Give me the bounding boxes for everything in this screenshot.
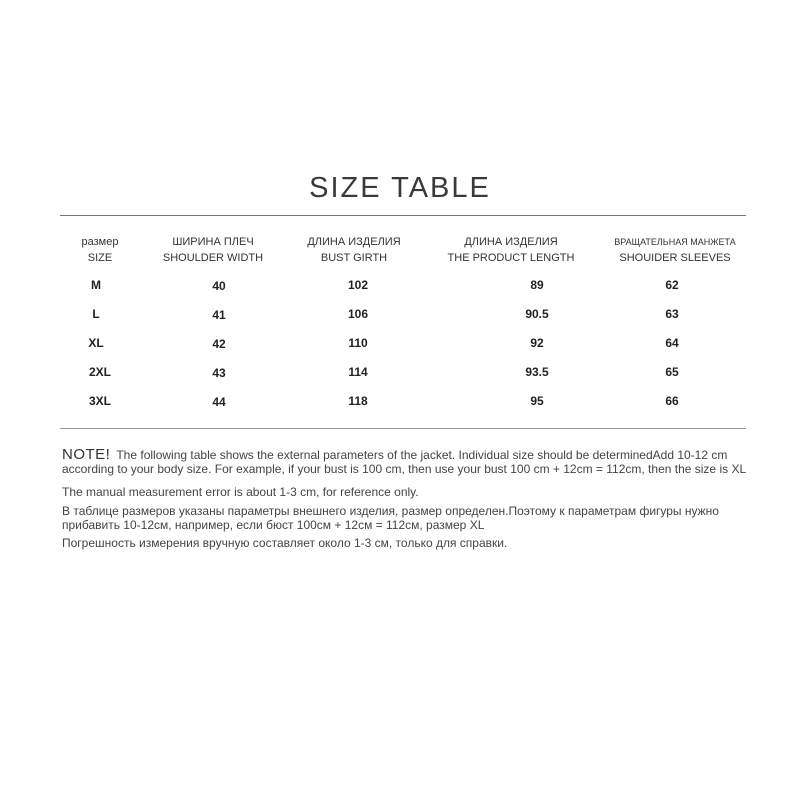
header-shoulder-width [143, 234, 283, 266]
cell-sleeves: 62 [665, 278, 679, 292]
cell-size: M [91, 278, 101, 292]
cell-size: XL [88, 336, 104, 350]
header-size-ru: размер [81, 236, 119, 248]
header-bust-girth [284, 234, 424, 266]
note-error-en: The manual measurement error is about 1-3 cm, for reference only. [62, 485, 419, 499]
header-sleeves-ru: ВРАЩАТЕЛЬНАЯ МАНЖЕТА [614, 237, 736, 247]
header-size [70, 234, 130, 266]
header-product-length [436, 234, 586, 266]
bottom-divider [60, 428, 746, 429]
cell-product-length: 93.5 [525, 365, 549, 379]
cell-shoulder-width: 41 [212, 308, 226, 322]
cell-bust-girth: 114 [348, 365, 368, 379]
cell-bust-girth: 106 [347, 307, 369, 321]
header-bust-girth-en: BUST GIRTH [320, 252, 388, 264]
note-text-en: The following table shows the external parameters of the jacket. Individual size should be determinedAdd 10-12 cm according to your body size. For example, if your bust is 100 cm, then use your bust 100 cm + 12cm = 112cm, then the size is XL [62, 448, 747, 476]
header-sleeves-en: SHOUIDER SLEEVES [619, 252, 731, 264]
cell-product-length: 89 [530, 278, 544, 292]
cell-shoulder-width: 43 [212, 366, 226, 380]
cell-shoulder-width: 44 [212, 395, 226, 409]
header-size-en: SIZE [87, 252, 113, 264]
cell-shoulder-width: 42 [212, 337, 226, 351]
cell-shoulder-width: 40 [212, 279, 226, 293]
note-error-ru: Погрешность измерения вручную составляет около 1-3 см, только для справки. [62, 536, 508, 550]
cell-sleeves: 65 [665, 365, 679, 379]
cell-product-length: 95 [530, 394, 544, 408]
note-label: NOTE! [62, 446, 111, 463]
cell-product-length: 90.5 [525, 307, 549, 321]
cell-bust-girth: 110 [348, 336, 368, 350]
header-shoulder-width-en: SHOULDER WIDTH [162, 252, 264, 264]
header-product-length-ru: ДЛИНА ИЗДЕЛИЯ [464, 236, 558, 248]
cell-bust-girth: 102 [347, 278, 369, 292]
header-shoulder-width-ru: ШИРИНА ПЛЕЧ [172, 236, 254, 248]
note-paragraph-en [62, 448, 752, 476]
cell-product-length: 92 [530, 336, 544, 350]
cell-size: L [92, 307, 100, 321]
cell-bust-girth: 118 [348, 394, 368, 408]
header-bust-girth-ru: ДЛИНА ИЗДЕЛИЯ [307, 236, 401, 248]
cell-size: 3XL [88, 394, 111, 408]
cell-sleeves: 64 [665, 336, 679, 350]
cell-size: 2XL [88, 365, 111, 379]
header-product-length-en: THE PRODUCT LENGTH [447, 252, 575, 264]
note-text-ru: В таблице размеров указаны параметры внешнего изделия, размер определен.Поэтому к параметрам фигуры нужно прибавить 10-12см, например, если бюст 100см + 12см = 112см, размер XL [62, 504, 719, 532]
header-sleeves [600, 234, 750, 266]
cell-sleeves: 63 [665, 307, 679, 321]
cell-sleeves: 66 [665, 394, 679, 408]
page-title: SIZE TABLE [309, 172, 491, 204]
top-divider [60, 215, 746, 216]
